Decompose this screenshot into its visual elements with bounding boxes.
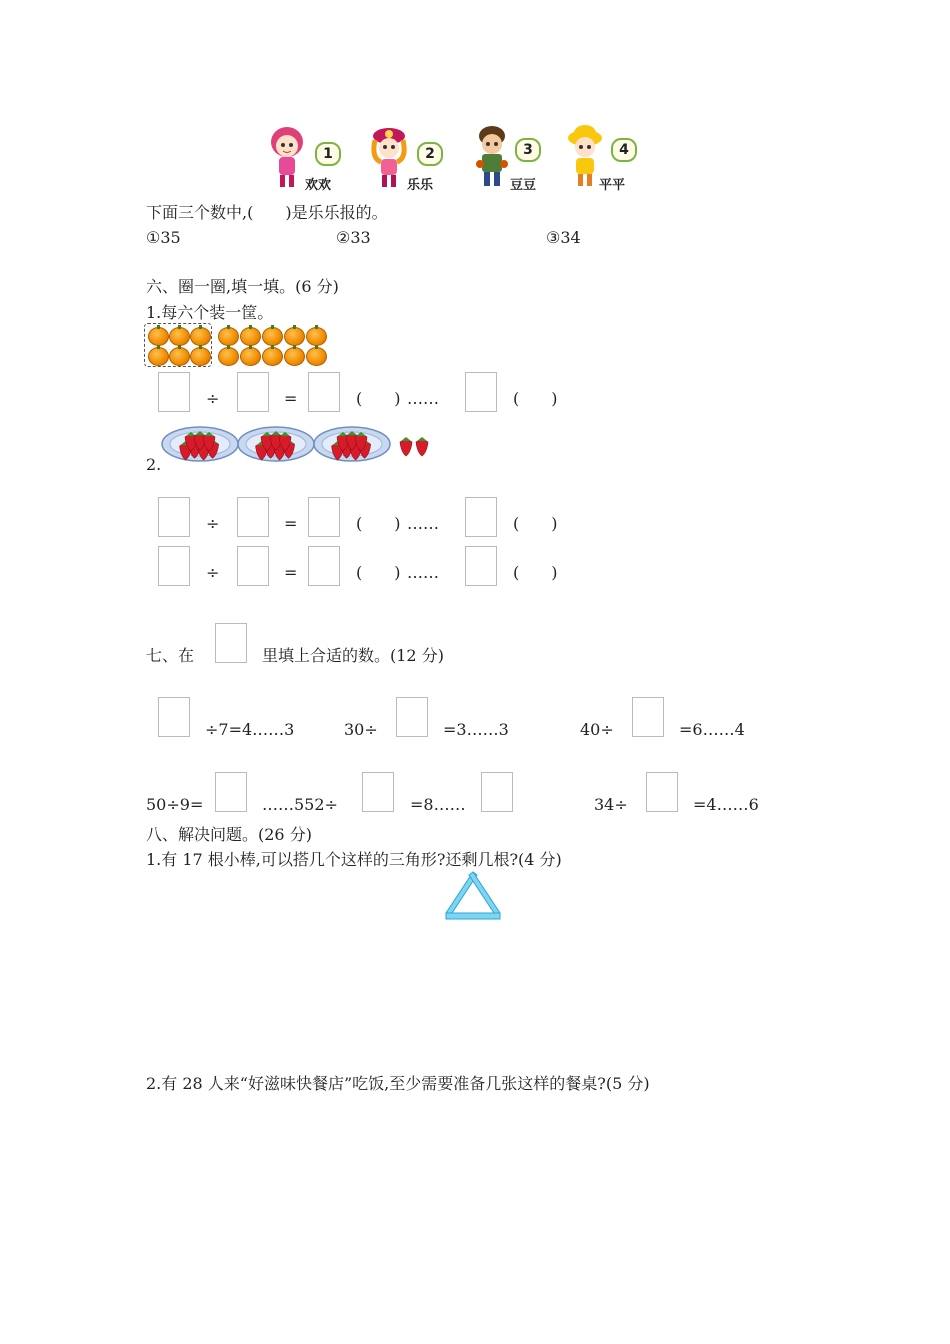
section-8-q1: 1.有 17 根小棒,可以搭几个这样的三角形?还剩几根?(4 分) <box>146 850 562 869</box>
answer-box[interactable] <box>465 546 497 586</box>
remainder-paren: ( ) <box>513 389 558 408</box>
option-2: ②33 <box>336 228 371 247</box>
stick-triangle <box>440 866 506 924</box>
pumpkin-icon <box>306 347 327 366</box>
kid-number-bubble: 1 <box>315 142 341 166</box>
example-box <box>215 623 247 663</box>
answer-box[interactable] <box>308 546 340 586</box>
option-3: ③34 <box>546 228 581 247</box>
equation-text: =4……6 <box>693 795 759 814</box>
answer-box[interactable] <box>158 497 190 537</box>
kid-number-bubble: 4 <box>611 138 637 162</box>
answer-box[interactable] <box>237 372 269 412</box>
section-6-q1: 1.每六个装一筐。 <box>146 303 274 322</box>
kid-name: 欢欢 <box>305 178 332 193</box>
equals-sign: = <box>284 389 298 408</box>
equals-sign: = <box>284 514 298 533</box>
kids-illustration <box>265 122 645 194</box>
answer-box[interactable] <box>237 546 269 586</box>
answer-box[interactable] <box>237 497 269 537</box>
answer-box[interactable] <box>465 372 497 412</box>
section-7-prefix: 七、在 <box>146 646 195 665</box>
answer-box[interactable] <box>396 697 428 737</box>
section-8-title: 八、解决问题。(26 分) <box>146 825 312 844</box>
equation-text: ……552÷ <box>262 795 338 814</box>
answer-box[interactable] <box>215 772 247 812</box>
answer-box[interactable] <box>308 372 340 412</box>
equation-text: =8…… <box>410 795 466 814</box>
pumpkin-icon <box>240 347 261 366</box>
answer-box[interactable] <box>308 497 340 537</box>
pumpkin-icon <box>169 327 190 346</box>
divide-sign: ÷ <box>206 389 220 408</box>
pumpkin-group <box>144 323 334 367</box>
pumpkin-icon <box>218 347 239 366</box>
answer-box[interactable] <box>158 372 190 412</box>
section-6-q2: 2. <box>146 455 162 474</box>
pumpkin-icon <box>306 327 327 346</box>
strawberry-icon <box>400 437 412 456</box>
answer-box[interactable] <box>158 697 190 737</box>
equals-sign: = <box>284 563 298 582</box>
kid-name: 豆豆 <box>510 178 537 193</box>
pumpkin-icon <box>190 327 211 346</box>
kid-huanhuan <box>265 122 355 192</box>
pumpkin-icon <box>262 327 283 346</box>
pumpkin-icon <box>284 327 305 346</box>
divide-sign: ÷ <box>206 514 220 533</box>
question-text: 下面三个数中,( )是乐乐报的。 <box>146 203 388 222</box>
pumpkin-icon <box>148 327 169 346</box>
kid-name: 乐乐 <box>407 178 434 193</box>
equation-text: ÷7=4……3 <box>205 720 295 739</box>
answer-box[interactable] <box>632 697 664 737</box>
answer-box[interactable] <box>158 546 190 586</box>
quotient-paren: ( ) <box>356 389 401 408</box>
section-6-title: 六、圈一圈,填一填。(6 分) <box>146 277 339 296</box>
equation-text: =6……4 <box>679 720 745 739</box>
pumpkin-icon <box>218 327 239 346</box>
answer-box[interactable] <box>481 772 513 812</box>
remainder-dots: …… <box>407 563 439 582</box>
answer-box[interactable] <box>362 772 394 812</box>
kid-doudou <box>470 122 560 192</box>
equation-text: 40÷ <box>580 720 614 739</box>
option-1: ①35 <box>146 228 181 247</box>
strawberry-plates-icon <box>160 420 440 465</box>
equation-text: 30÷ <box>344 720 378 739</box>
triangle-sticks-icon <box>440 866 506 924</box>
section-8-q2: 2.有 28 人来“好滋味快餐店”吃饭,至少需要准备几张这样的餐桌?(5 分) <box>146 1074 650 1093</box>
kid-number-bubble: 3 <box>515 138 541 162</box>
strawberry-icon <box>416 437 428 456</box>
remainder-paren: ( ) <box>513 514 558 533</box>
pumpkin-icon <box>240 327 261 346</box>
pumpkin-icon <box>148 347 169 366</box>
pumpkin-icon <box>190 347 211 366</box>
kid-name: 平平 <box>599 178 626 193</box>
pumpkin-icon <box>262 347 283 366</box>
remainder-paren: ( ) <box>513 563 558 582</box>
pumpkin-icon <box>284 347 305 366</box>
pumpkin-icon <box>169 347 190 366</box>
divide-sign: ÷ <box>206 563 220 582</box>
remainder-dots: …… <box>407 389 439 408</box>
equation-text: 34÷ <box>594 795 628 814</box>
remainder-dots: …… <box>407 514 439 533</box>
strawberry-plates <box>160 420 440 465</box>
kid-lele <box>367 122 457 192</box>
quotient-paren: ( ) <box>356 514 401 533</box>
equation-text: =3……3 <box>443 720 509 739</box>
kid-pingping <box>563 122 653 192</box>
answer-box[interactable] <box>465 497 497 537</box>
answer-box[interactable] <box>646 772 678 812</box>
quotient-paren: ( ) <box>356 563 401 582</box>
section-7-suffix: 里填上合适的数。(12 分) <box>262 646 444 665</box>
equation-text: 50÷9= <box>146 795 204 814</box>
kid-number-bubble: 2 <box>417 142 443 166</box>
